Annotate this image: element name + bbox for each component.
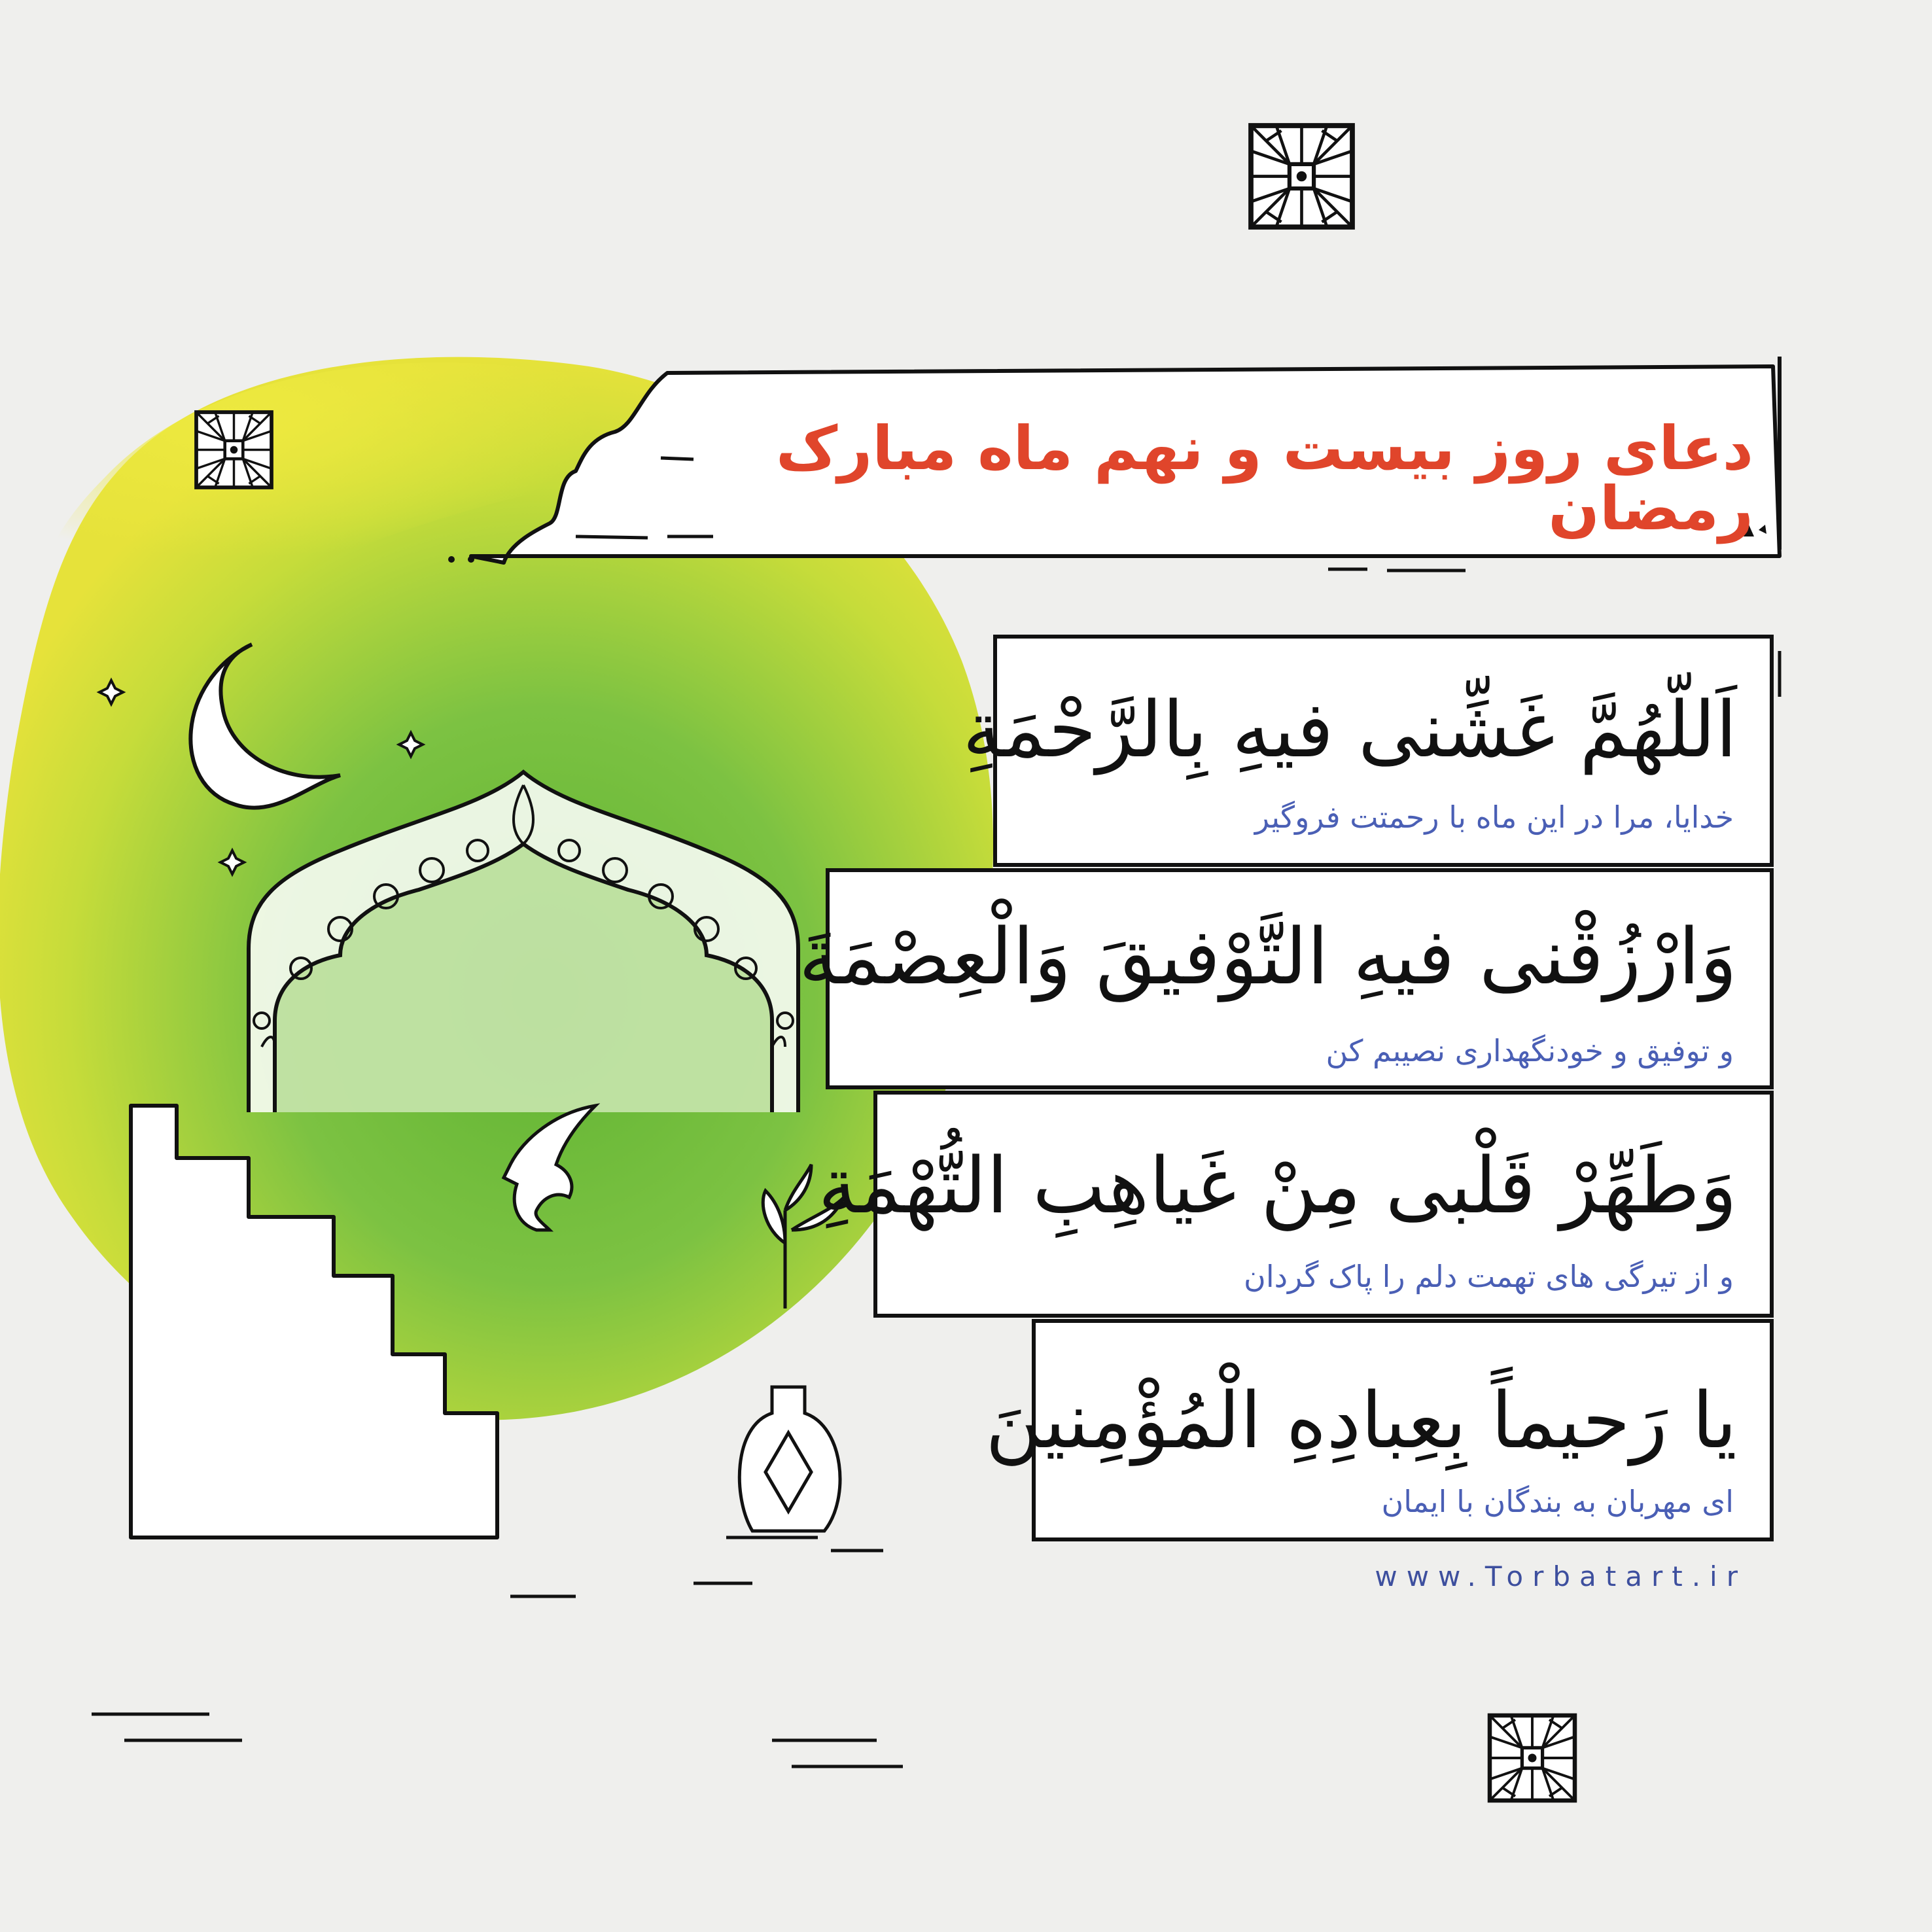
persian-translation: خدایا، مرا در این ماه با رحمتت فروگیر bbox=[1254, 799, 1734, 835]
geometric-tile-icon bbox=[196, 412, 272, 487]
geometric-tile-icon bbox=[1251, 126, 1352, 227]
dua-verse-box-3 bbox=[818, 1091, 1774, 1318]
dua-verse-box-1 bbox=[962, 635, 1774, 867]
website-link[interactable]: www.Torbatart.ir bbox=[1375, 1560, 1747, 1592]
persian-translation: و از تیرگی های تهمت دلم را پاک گردان bbox=[1244, 1259, 1734, 1294]
arabic-verse: اَللّهُمَّ غَشِّنی فیهِ بِالرَّحْمَةِ bbox=[962, 684, 1737, 775]
persian-translation: و توفیق و خودنگهداری نصیبم کن bbox=[1326, 1033, 1734, 1068]
persian-translation: ای مهربان به بندگان با ایمان bbox=[1381, 1484, 1734, 1519]
arabic-verse: وَطَهِّرْ قَلْبی مِنْ غَیاهِبِ التُّهْمَةِ bbox=[818, 1140, 1737, 1231]
page-title: دعای روز بیست و نهم ماه مبارک رمضان bbox=[776, 413, 1753, 544]
arabic-verse: یا رَحیماً بِعِبادِهِ الْمُؤْمِنینَ bbox=[985, 1375, 1737, 1466]
dua-verse-box-4 bbox=[985, 1319, 1774, 1541]
arabic-verse: وَارْزُقْنی فیهِ التَّوْفیقَ وَالْعِصْمَةَ bbox=[798, 911, 1737, 1002]
dua-verse-box-2 bbox=[798, 868, 1774, 1089]
geometric-tile-icon bbox=[1490, 1715, 1575, 1800]
